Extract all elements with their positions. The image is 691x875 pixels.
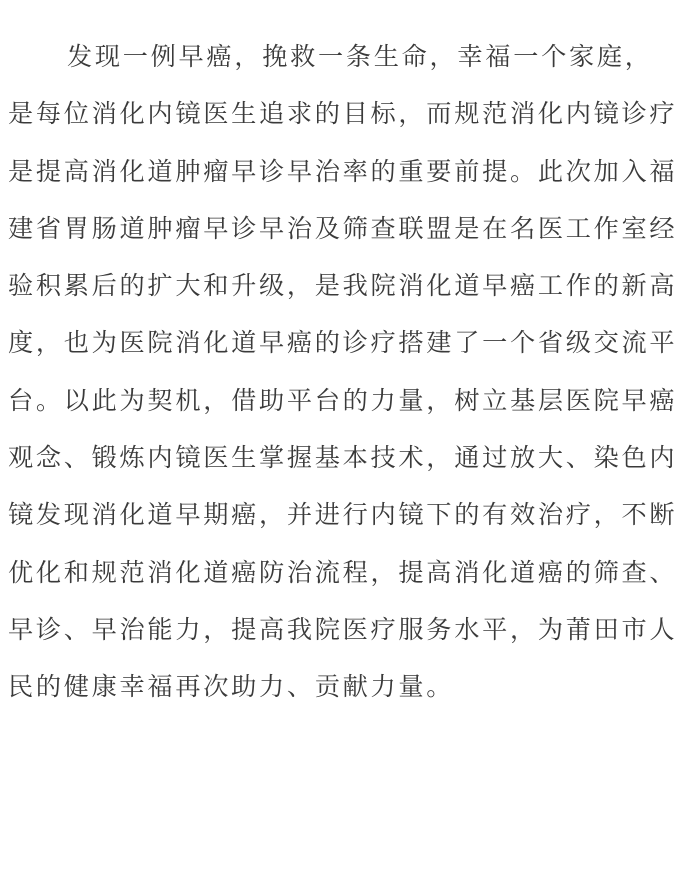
paragraph-line: 度，也为医院消化道早癌的诊疗搭建了一个省级交流平 <box>8 328 678 358</box>
paragraph-line: 镜发现消化道早期癌，并进行内镜下的有效治疗，不断 <box>8 500 678 530</box>
paragraph-line: 早诊、早治能力，提高我院医疗服务水平，为莆田市人 <box>8 614 678 644</box>
paragraph-line: 民的健康幸福再次助力、贡献力量。 <box>8 672 455 702</box>
paragraph-line: 观念、锻炼内镜医生掌握基本技术，通过放大、染色内 <box>8 443 678 473</box>
paragraph-line: 建省胃肠道肿瘤早诊早治及筛查联盟是在名医工作室经 <box>8 213 678 243</box>
paragraph-line: 是提高消化道肿瘤早诊早治率的重要前提。此次加入福 <box>8 156 678 186</box>
paragraph-line: 台。以此为契机，借助平台的力量，树立基层医院早癌 <box>8 385 678 415</box>
article-paragraph <box>8 28 683 716</box>
paragraph-line: 发现一例早癌，挽救一条生命，幸福一个家庭， <box>67 42 653 71</box>
paragraph-line: 验积累后的扩大和升级，是我院消化道早癌工作的新高 <box>8 271 678 301</box>
paragraph-line: 优化和规范消化道癌防治流程，提高消化道癌的筛查、 <box>8 557 678 587</box>
paragraph-line: 是每位消化内镜医生追求的目标，而规范消化内镜诊疗 <box>8 99 678 129</box>
